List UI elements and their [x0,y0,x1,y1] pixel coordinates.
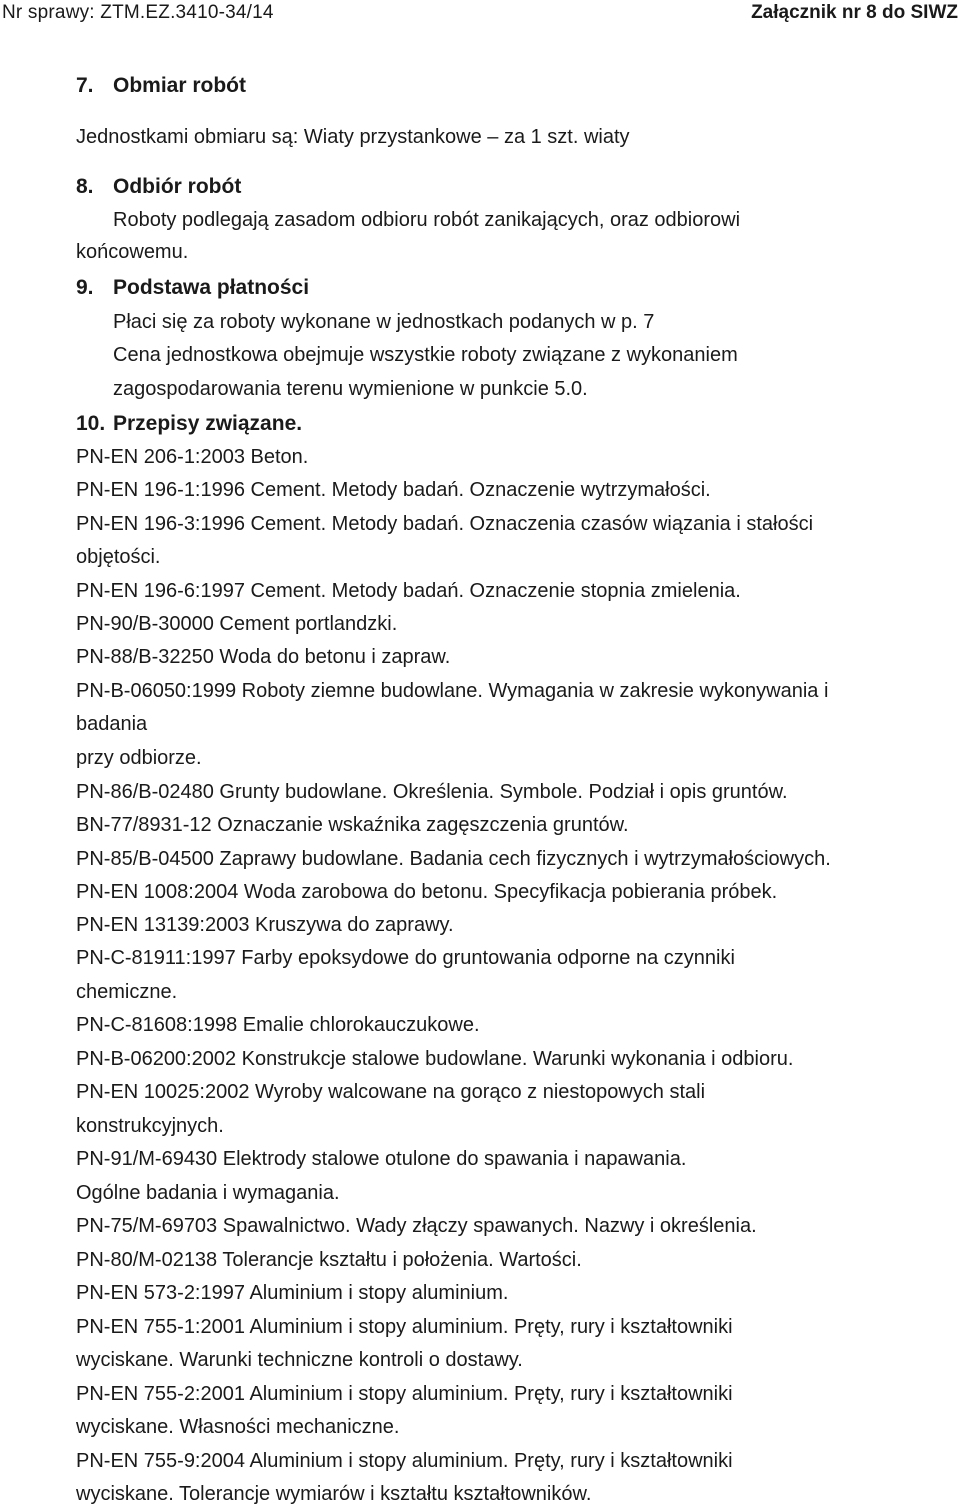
section-number: 8. [76,175,94,198]
standard-line: PN-EN 1008:2004 Woda zarobowa do betonu. Specyfikacja pobierania próbek. [76,881,778,903]
section-title: Odbiór robót [113,175,242,198]
section-8-body-line: końcowemu. [76,241,189,263]
standard-line: PN-EN 10025:2002 Wyroby walcowane na gorąco z niestopowych stali [76,1081,706,1103]
standard-line: PN-75/M-69703 Spawalnictwo. Wady złączy spawanych. Nazwy i określenia. [76,1215,757,1237]
standard-line: BN-77/8931-12 Oznaczanie wskaźnika zagęszczenia gruntów. [76,814,629,836]
page-header [0,0,960,32]
standard-line: PN-EN 573-2:1997 Aluminium i stopy aluminium. [76,1282,509,1304]
standard-line: wyciskane. Tolerancje wymiarów i kształtu kształtowników. [76,1483,592,1505]
standard-line: PN-C-81911:1997 Farby epoksydowe do gruntowania odporne na czynniki [76,947,735,969]
standard-line: PN-EN 196-6:1997 Cement. Metody badań. Oznaczenie stopnia zmielenia. [76,580,741,602]
section-8-body-line: Roboty podlegają zasadom odbioru robót zanikających, oraz odbiorowi [113,209,741,231]
standard-line: PN-91/M-69430 Elektrody stalowe otulone do spawania i napawania. [76,1148,687,1170]
section-number: 9. [76,276,94,299]
section-9-body-line: Płaci się za roboty wykonane w jednostkach podanych w p. 7 [113,311,655,333]
section-title: Przepisy związane. [113,412,303,435]
section-number: 7. [76,74,94,97]
section-7-body: Jednostkami obmiaru są: Wiaty przystankowe – za 1 szt. wiaty [76,126,630,148]
standard-line: PN-85/B-04500 Zaprawy budowlane. Badania cech fizycznych i wytrzymałościowych. [76,848,831,870]
standard-line: PN-C-81608:1998 Emalie chlorokauczukowe. [76,1014,480,1036]
standard-line: przy odbiorze. [76,747,202,769]
standard-line: konstrukcyjnych. [76,1115,224,1137]
section-10-heading [76,412,302,436]
standard-line: PN-EN 206-1:2003 Beton. [76,446,309,468]
case-number: Nr sprawy: ZTM.EZ.3410-34/14 [2,2,274,23]
section-9-body-line: Cena jednostkowa obejmuje wszystkie roboty związane z wykonaniem [113,344,738,366]
standard-line: PN-EN 196-1:1996 Cement. Metody badań. Oznaczenie wytrzymałości. [76,479,711,501]
standard-line: PN-EN 755-1:2001 Aluminium i stopy aluminium. Pręty, rury i kształtowniki [76,1316,733,1338]
section-number: 10. [76,412,106,435]
section-8-heading [76,175,241,199]
attachment-label: Załącznik nr 8 do SIWZ [751,2,958,23]
standard-line: PN-EN 755-9:2004 Aluminium i stopy aluminium. Pręty, rury i kształtowniki [76,1450,733,1472]
standard-line: PN-B-06200:2002 Konstrukcje stalowe budowlane. Warunki wykonania i odbioru. [76,1048,794,1070]
section-title: Podstawa płatności [113,276,310,299]
standard-line: PN-86/B-02480 Grunty budowlane. Określenia. Symbole. Podział i opis gruntów. [76,781,788,803]
standard-line: PN-B-06050:1999 Roboty ziemne budowlane. Wymagania w zakresie wykonywania i [76,680,829,702]
standard-line: PN-88/B-32250 Woda do betonu i zapraw. [76,646,451,668]
standard-line: wyciskane. Warunki techniczne kontroli o dostawy. [76,1349,523,1371]
standard-line: PN-EN 13139:2003 Kruszywa do zaprawy. [76,914,454,936]
standard-line: wyciskane. Własności mechaniczne. [76,1416,400,1438]
standard-line: PN-EN 196-3:1996 Cement. Metody badań. Oznaczenia czasów wiązania i stałości [76,513,814,535]
standard-line: PN-90/B-30000 Cement portlandzki. [76,613,398,635]
standard-line: PN-80/M-02138 Tolerancje kształtu i położenia. Wartości. [76,1249,582,1271]
standard-line: objętości. [76,546,161,568]
standard-line: PN-EN 755-2:2001 Aluminium i stopy aluminium. Pręty, rury i kształtowniki [76,1383,733,1405]
section-title: Obmiar robót [113,74,247,97]
standard-line: Ogólne badania i wymagania. [76,1182,340,1204]
section-9-heading [76,276,309,300]
standard-line: chemiczne. [76,981,178,1003]
standard-line: badania [76,713,148,735]
section-9-body-line: zagospodarowania terenu wymienione w punkcie 5.0. [113,378,588,400]
section-7-heading [76,74,246,98]
